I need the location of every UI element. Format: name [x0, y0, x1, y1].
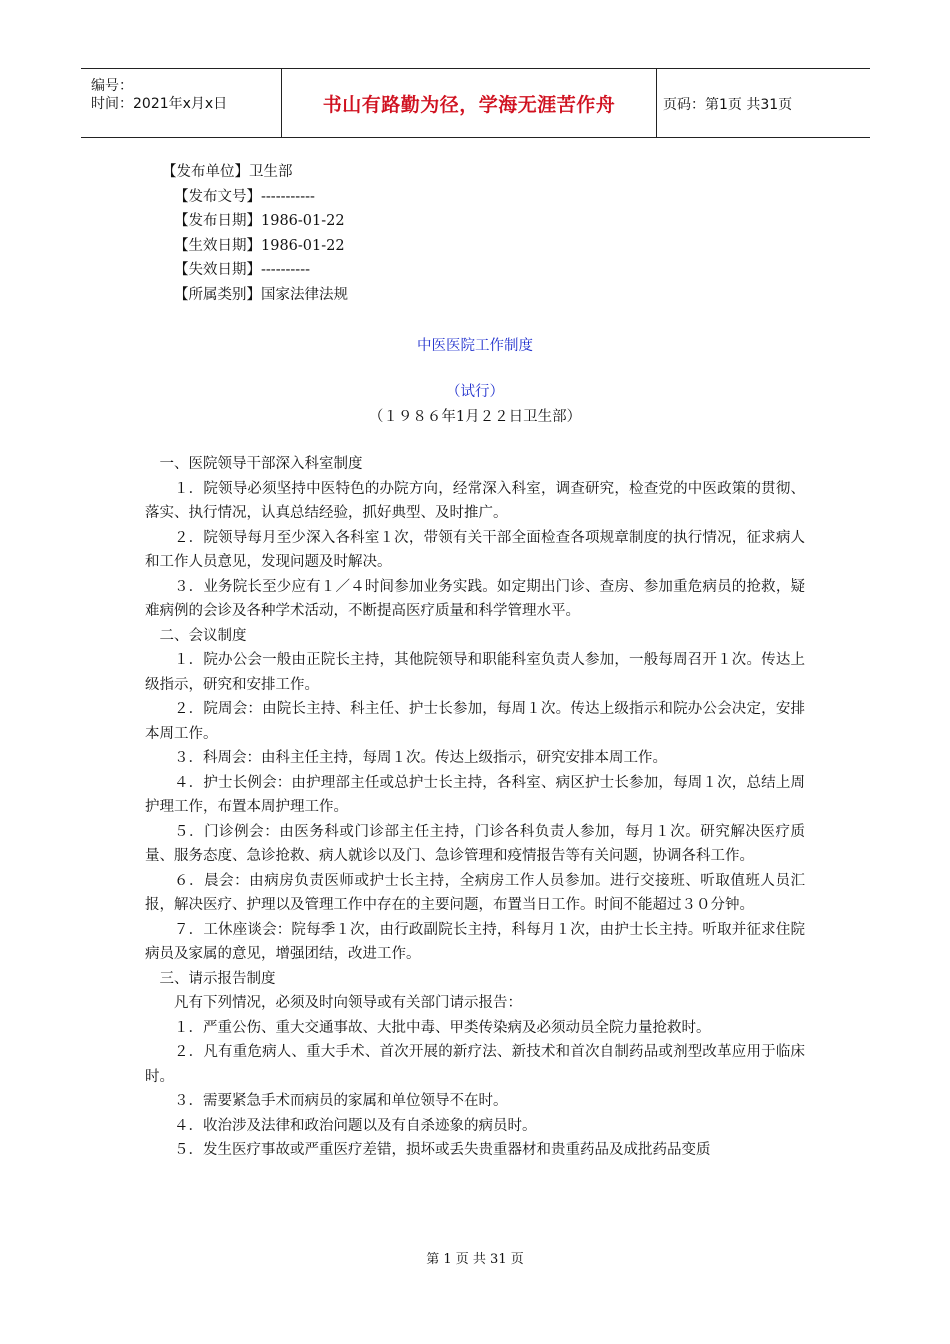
meta-publish-date: 【发布日期】1986-01-22 — [174, 213, 345, 229]
page-footer: 第 1 页 共 31 页 — [426, 1252, 524, 1267]
paragraph: ３．科周会：由科主任主持，每周１次。传达上级指示，研究安排本周工作。 — [174, 750, 667, 766]
paragraph: ２．院周会：由院长主持、科主任、护士长参加，每周１次。传达上级指示和院办公会决定，安排本周工作。 — [145, 701, 805, 742]
meta-expiry-date: 【失效日期】---------- — [174, 262, 310, 278]
paragraph: ７．工休座谈会：院每季１次，由行政副院长主持，科每月１次，由护士长主持。听取并征求住院病员及家属的意见，增强团结，改进工作。 — [145, 921, 805, 962]
paragraph: ２．凡有重危病人、重大手术、首次开展的新疗法、新技术和首次自制药品或剂型改革应用于临床时。 — [145, 1044, 805, 1085]
paragraph: １．院办公会一般由正院长主持，其他院领导和职能科室负责人参加，一般每周召开１次。传达上级指示，研究和安排工作。 — [145, 652, 805, 693]
header-motto: 书山有路勤为径，学海无涯苦作舟 — [281, 69, 657, 137]
header-info — [81, 69, 281, 137]
paragraph: 凡有下列情况，必须及时向领导或有关部门请示报告： — [174, 995, 522, 1011]
publication-metadata — [162, 160, 348, 307]
paragraph: １．严重公伤、重大交通事故、大批中毒、甲类传染病及必须动员全院力量抢救时。 — [174, 1019, 711, 1036]
meta-publisher: 【发布单位】卫生部 — [162, 164, 293, 180]
meta-doc-number: 【发布文号】----------- — [174, 188, 315, 205]
paragraph: １．院领导必须坚持中医特色的办院方向，经常深入科室，调查研究，检查党的中医政策的贯彻、落实、执行情况，认真总结经验，抓好典型、及时推广。 — [145, 480, 805, 521]
paragraph: ６．晨会：由病房负责医师或护士长主持，全病房工作人员参加。进行交接班、听取值班人员汇报，解决医疗、护理以及管理工作中存在的主要问题，布置当日工作。时间不能超过３０分钟。 — [145, 872, 805, 913]
document-issue-date: （１９８６年1月２２日卫生部） — [368, 409, 582, 425]
paragraph: ３．业务院长至少应有１／４时间参加业务实践。如定期出门诊、查房、参加重危病员的抢救，疑难病例的会诊及各种学术活动，不断提高医疗质量和科学管理水平。 — [145, 578, 805, 619]
paragraph: ４．护士长例会：由护理部主任或总护士长主持，各科室、病区护士长参加，每周１次，总结上周护理工作，布置本周护理工作。 — [145, 774, 805, 815]
meta-effective-date: 【生效日期】1986-01-22 — [174, 237, 345, 254]
paragraph: ３．需要紧急手术而病员的家属和单位领导不在时。 — [174, 1093, 508, 1109]
paragraph: ２．院领导每月至少深入各科室１次，带领有关干部全面检查各项规章制度的执行情况，征求病人和工作人员意见，发现问题及时解决。 — [145, 529, 805, 570]
paragraph: ５．发生医疗事故或严重医疗差错，损坏或丢失贵重器材和贵重药品及成批药品变质 — [174, 1142, 711, 1158]
document-number-label: 编号： — [91, 78, 133, 94]
section-heading: 一、医院领导干部深入科室制度 — [159, 456, 363, 472]
paragraph: ４．收治涉及法律和政治问题以及有自杀迹象的病员时。 — [174, 1117, 537, 1134]
paragraph: ５．门诊例会：由医务科或门诊部主任主持，门诊各科负责人参加，每月１次。研究解决医疗质量、服务态度、急诊抢救、病人就诊以及门、急诊管理和疫情报告等有关问题，协调各科工作。 — [145, 823, 805, 864]
document-time: 时间：2021年x月x日 — [91, 96, 228, 112]
section-heading: 三、请示报告制度 — [159, 970, 276, 987]
section-heading: 二、会议制度 — [159, 627, 247, 644]
document-trial-note: （试行） — [446, 384, 504, 400]
header-page-code: 页码：第1页 共31页 — [663, 97, 793, 113]
document-title: 中医医院工作制度 — [417, 338, 533, 354]
meta-category: 【所属类别】国家法律法规 — [174, 286, 348, 303]
page-header — [81, 68, 870, 138]
document-body — [145, 452, 805, 1163]
